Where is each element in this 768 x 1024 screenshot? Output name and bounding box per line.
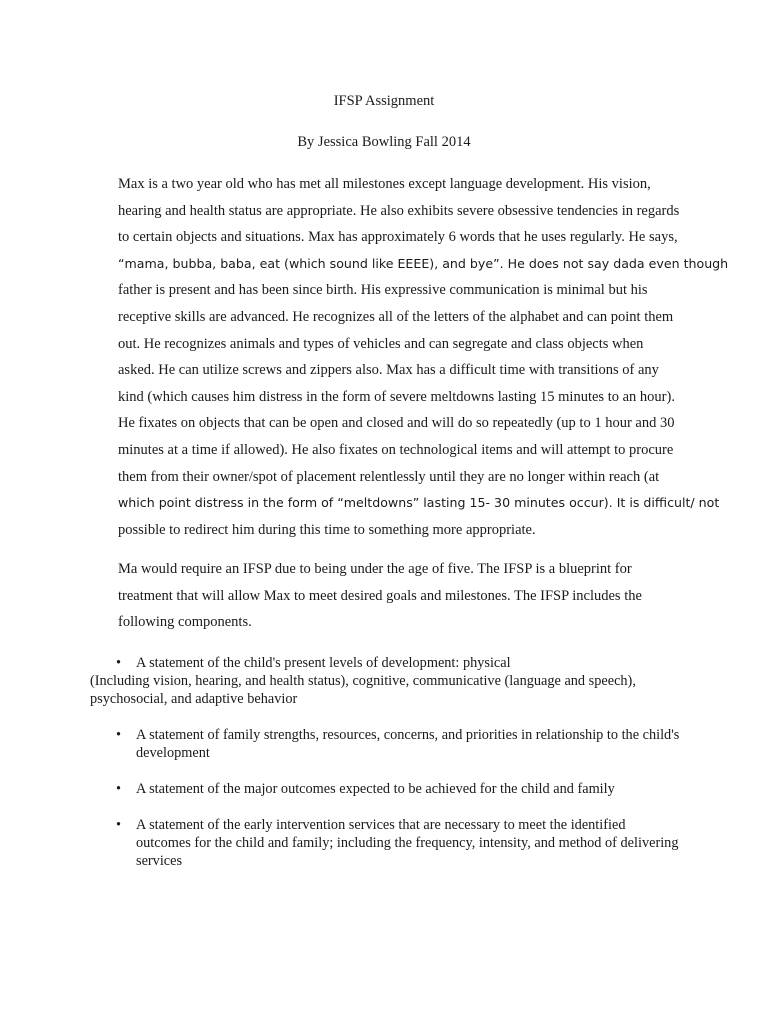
paragraph-line: kind (which causes him distress in the form of severe meltdowns lasting 15 minutes to an hour). [118, 388, 675, 405]
list-item-text: A statement of the child's present levels of development: physical [136, 655, 511, 671]
list-item-text: A statement of family strengths, resources, concerns, and priorities in relationship to the child's development [136, 727, 680, 761]
paragraph-line: He fixates on objects that can be open and closed and will do so repeatedly (up to 1 hour and 30 [118, 415, 675, 432]
paragraph-line: hearing and health status are appropriate. He also exhibits severe obsessive tendencies in regards [118, 202, 680, 219]
paragraph-line: minutes at a time if allowed). He also fixates on technological items and will attempt to procure [118, 441, 674, 458]
list-item [90, 654, 680, 708]
paragraph-line: Ma would require an IFSP due to being under the age of five. The IFSP is a blueprint for [118, 561, 632, 577]
list-item [90, 816, 680, 870]
paragraph-line: father is present and has been since birth. His expressive communication is minimal but his [118, 282, 648, 299]
paragraph-line: receptive skills are advanced. He recognizes all of the letters of the alphabet and can point them [118, 308, 674, 325]
paragraph-line: which point distress in the form of “meltdowns” lasting 15- 30 minutes occur). It is difficult/ not [118, 495, 720, 511]
document-title: IFSP Assignment [333, 93, 435, 109]
paragraph-line: possible to redirect him during this time to something more appropriate. [118, 521, 536, 538]
paragraph-case-description [118, 171, 729, 543]
paragraph-line: out. He recognizes animals and types of vehicles and can segregate and class objects when [118, 335, 644, 352]
document-byline: By Jessica Bowling Fall 2014 [297, 134, 471, 150]
list-item [90, 726, 680, 762]
paragraph-ifsp-intro [118, 556, 678, 636]
bullet-icon: • [116, 727, 122, 743]
paragraph-line: asked. He can utilize screws and zippers also. Max has a difficult time with transitions of any [118, 362, 659, 379]
bullet-icon: • [116, 781, 122, 797]
paragraph-line: “mama, bubba, baba, eat (which sound like EEEE), and bye”. He does not say dada even though [118, 255, 729, 271]
paragraph-line: them from their owner/spot of placement relentlessly until they are no longer within reach (at [118, 468, 660, 485]
paragraph-line: to certain objects and situations. Max has approximately 6 words that he uses regularly. He says, [118, 229, 678, 246]
components-bullet-list [90, 654, 680, 888]
paragraph-line: following components. [118, 614, 252, 630]
list-item-continuation: (Including vision, hearing, and health status), cognitive, communicative (language and speech), psychosocial, and adaptive behavior [90, 673, 636, 707]
paragraph-line: Max is a two year old who has met all milestones except language development. His vision, [118, 176, 651, 192]
bullet-icon: • [116, 655, 122, 671]
list-item [90, 780, 680, 798]
list-item-text: A statement of the major outcomes expected to be achieved for the child and family [136, 781, 615, 797]
paragraph-line: treatment that will allow Max to meet desired goals and milestones. The IFSP includes the [118, 587, 642, 604]
list-item-text: A statement of the early intervention services that are necessary to meet the identified outcomes for the child and family; including the frequency, intensity, and method of delivering services [136, 817, 679, 869]
bullet-icon: • [116, 817, 122, 833]
